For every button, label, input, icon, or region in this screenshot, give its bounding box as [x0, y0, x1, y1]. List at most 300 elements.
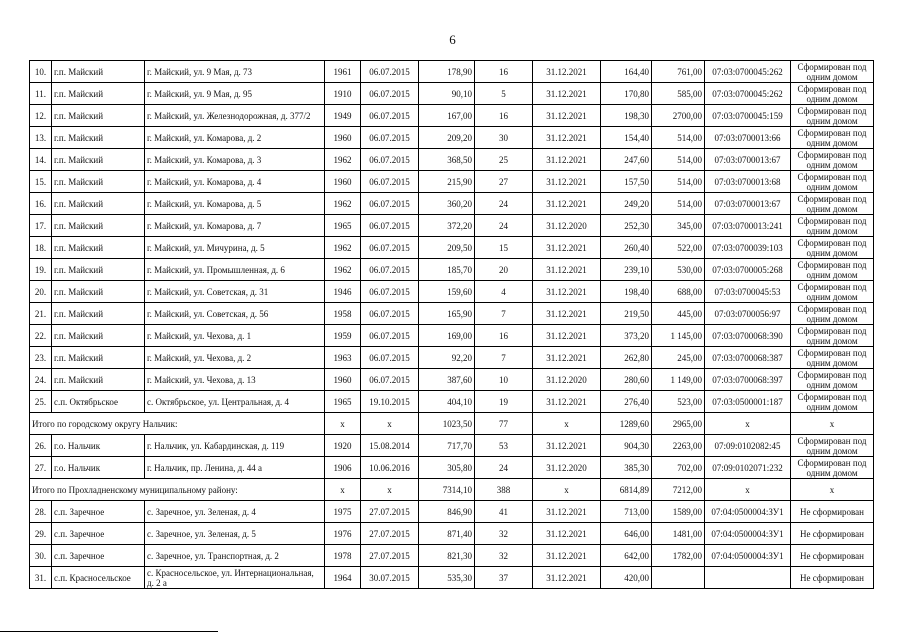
cell-residents: 16	[475, 105, 533, 127]
cell-residents: 24	[475, 457, 533, 479]
cell-land: 523,00	[652, 391, 705, 413]
subtotal-label: Итого по Прохладненскому муниципальному району:	[30, 479, 325, 501]
cell-cadastral: 07:03:0700068:387	[705, 347, 791, 369]
cell-area: 7314,10	[419, 479, 475, 501]
cell-date: 10.06.2016	[361, 457, 419, 479]
cell-cadastral: 07:03:0700045:53	[705, 281, 791, 303]
cell-year: 1910	[325, 83, 361, 105]
cell-date: 30.07.2015	[361, 567, 419, 589]
table-row	[30, 149, 874, 171]
cell-address: с. Октябрьское, ул. Центральная, д. 4	[145, 391, 325, 413]
cell-deadline: 31.12.2020	[533, 457, 601, 479]
cell-area: 185,70	[419, 259, 475, 281]
cell-address: г. Майский, ул. Железнодорожная, д. 377/2	[145, 105, 325, 127]
cell-n: 21.	[30, 303, 52, 325]
cell-address: г. Нальчик, ул. Кабардинская, д. 119	[145, 435, 325, 457]
cell-date: 15.08.2014	[361, 435, 419, 457]
cell-area: 167,00	[419, 105, 475, 127]
page-number: 6	[449, 32, 456, 47]
cell-deadline: 31.12.2021	[533, 171, 601, 193]
cell-land: 761,00	[652, 61, 705, 83]
cell-residents: 41	[475, 501, 533, 523]
cell-year: 1960	[325, 127, 361, 149]
cell-address: с. Заречное, ул. Транспортная, д. 2	[145, 545, 325, 567]
cell-date: 06.07.2015	[361, 259, 419, 281]
cell-year: 1958	[325, 303, 361, 325]
cell-area2: 260,40	[601, 237, 652, 259]
cell-area: 846,90	[419, 501, 475, 523]
cell-residents: 7	[475, 303, 533, 325]
table-row	[30, 325, 874, 347]
table-row	[30, 545, 874, 567]
cell-residents: 10	[475, 369, 533, 391]
cell-date: x	[361, 413, 419, 435]
cell-year: 1965	[325, 215, 361, 237]
cell-deadline: 31.12.2021	[533, 545, 601, 567]
cell-address: с. Заречное, ул. Зеленая, д. 4	[145, 501, 325, 523]
cell-n: 31.	[30, 567, 52, 589]
cell-cadastral: x	[705, 413, 791, 435]
cell-residents: 7	[475, 347, 533, 369]
cell-status: Сформирован под одним домом	[791, 215, 874, 237]
cell-date: 27.07.2015	[361, 523, 419, 545]
cell-year: 1975	[325, 501, 361, 523]
cell-area2: 247,60	[601, 149, 652, 171]
table-row	[30, 435, 874, 457]
cell-residents: 32	[475, 523, 533, 545]
cell-land: 445,00	[652, 303, 705, 325]
cell-cadastral: x	[705, 479, 791, 501]
cell-status: Сформирован под одним домом	[791, 61, 874, 83]
cell-area2: 646,00	[601, 523, 652, 545]
cell-date: 06.07.2015	[361, 149, 419, 171]
cell-area: 169,00	[419, 325, 475, 347]
cell-date: 27.07.2015	[361, 501, 419, 523]
cell-area: 387,60	[419, 369, 475, 391]
cell-area2: 198,30	[601, 105, 652, 127]
cell-land: 1 145,00	[652, 325, 705, 347]
cell-address: г. Майский, ул. Чехова, д. 2	[145, 347, 325, 369]
cell-residents: 77	[475, 413, 533, 435]
cell-deadline: 31.12.2020	[533, 369, 601, 391]
table-row	[30, 523, 874, 545]
cell-area: 404,10	[419, 391, 475, 413]
cell-status: Сформирован под одним домом	[791, 127, 874, 149]
cell-land: 7212,00	[652, 479, 705, 501]
cell-deadline: x	[533, 413, 601, 435]
cell-cadastral: 07:04:0500004:ЗУ1	[705, 523, 791, 545]
cell-n: 12.	[30, 105, 52, 127]
cell-cadastral: 07:03:0700013:66	[705, 127, 791, 149]
cell-settlement: г.п. Майский	[52, 61, 145, 83]
cell-cadastral: 07:03:0700068:397	[705, 369, 791, 391]
cell-area2: 6814,89	[601, 479, 652, 501]
cell-n: 28.	[30, 501, 52, 523]
cell-area: 159,60	[419, 281, 475, 303]
cell-status: Сформирован под одним домом	[791, 457, 874, 479]
cell-land	[652, 567, 705, 589]
cell-land: 245,00	[652, 347, 705, 369]
cell-area: 209,50	[419, 237, 475, 259]
cell-status: x	[791, 413, 874, 435]
cell-land: 1481,00	[652, 523, 705, 545]
cell-year: 1965	[325, 391, 361, 413]
table-row	[30, 501, 874, 523]
cell-status: Сформирован под одним домом	[791, 435, 874, 457]
cell-settlement: г.п. Майский	[52, 237, 145, 259]
cell-status: Сформирован под одним домом	[791, 347, 874, 369]
cell-land: 345,00	[652, 215, 705, 237]
cell-area: 1023,50	[419, 413, 475, 435]
cell-cadastral: 07:03:0700005:268	[705, 259, 791, 281]
cell-settlement: г.п. Майский	[52, 149, 145, 171]
cell-address: г. Майский, ул. 9 Мая, д. 73	[145, 61, 325, 83]
cell-year: 1962	[325, 193, 361, 215]
cell-cadastral: 07:03:0500001:187	[705, 391, 791, 413]
cell-deadline: x	[533, 479, 601, 501]
cell-settlement: г.п. Майский	[52, 83, 145, 105]
cell-year: 1962	[325, 149, 361, 171]
cell-area2: 1289,60	[601, 413, 652, 435]
cell-deadline: 31.12.2021	[533, 435, 601, 457]
cell-land: 514,00	[652, 193, 705, 215]
cell-residents: 32	[475, 545, 533, 567]
cell-n: 24.	[30, 369, 52, 391]
cell-residents: 53	[475, 435, 533, 457]
cell-residents: 16	[475, 61, 533, 83]
cell-deadline: 31.12.2021	[533, 149, 601, 171]
cell-land: 514,00	[652, 171, 705, 193]
cell-status: Сформирован под одним домом	[791, 325, 874, 347]
cell-address: с. Красносельское, ул. Интернациональная, д. 2 а	[145, 567, 325, 589]
cell-settlement: г.п. Майский	[52, 127, 145, 149]
cell-residents: 20	[475, 259, 533, 281]
table-row	[30, 457, 874, 479]
cell-year: 1946	[325, 281, 361, 303]
cell-date: 06.07.2015	[361, 171, 419, 193]
cell-date: 27.07.2015	[361, 545, 419, 567]
table-row	[30, 281, 874, 303]
subtotal-row	[30, 479, 874, 501]
cell-land: 2700,00	[652, 105, 705, 127]
cell-area2: 276,40	[601, 391, 652, 413]
cell-year: 1920	[325, 435, 361, 457]
cell-cadastral: 07:03:0700045:159	[705, 105, 791, 127]
cell-cadastral: 07:03:0700013:241	[705, 215, 791, 237]
cell-date: 06.07.2015	[361, 215, 419, 237]
cell-cadastral: 07:03:0700013:67	[705, 149, 791, 171]
table-row	[30, 193, 874, 215]
cell-area2: 904,30	[601, 435, 652, 457]
cell-area2: 262,80	[601, 347, 652, 369]
table-body	[30, 61, 874, 589]
cell-year: 1962	[325, 259, 361, 281]
cell-date: 06.07.2015	[361, 127, 419, 149]
cell-settlement: г.п. Майский	[52, 193, 145, 215]
cell-address: г. Майский, ул. Комарова, д. 5	[145, 193, 325, 215]
table-row	[30, 237, 874, 259]
cell-date: 06.07.2015	[361, 83, 419, 105]
cell-n: 14.	[30, 149, 52, 171]
table-row	[30, 567, 874, 589]
cell-year: 1906	[325, 457, 361, 479]
cell-deadline: 31.12.2021	[533, 567, 601, 589]
table-row	[30, 61, 874, 83]
cell-n: 13.	[30, 127, 52, 149]
cell-deadline: 31.12.2021	[533, 391, 601, 413]
cell-address: г. Майский, ул. Комарова, д. 7	[145, 215, 325, 237]
cell-year: 1949	[325, 105, 361, 127]
cell-n: 20.	[30, 281, 52, 303]
cell-area: 178,90	[419, 61, 475, 83]
cell-date: 06.07.2015	[361, 369, 419, 391]
cell-year: 1976	[325, 523, 361, 545]
cell-address: с. Заречное, ул. Зеленая, д. 5	[145, 523, 325, 545]
cell-deadline: 31.12.2021	[533, 523, 601, 545]
cell-deadline: 31.12.2021	[533, 61, 601, 83]
cell-area: 165,90	[419, 303, 475, 325]
cell-residents: 388	[475, 479, 533, 501]
cell-year: 1963	[325, 347, 361, 369]
cell-area2: 249,20	[601, 193, 652, 215]
cell-area2: 420,00	[601, 567, 652, 589]
cell-deadline: 31.12.2021	[533, 259, 601, 281]
cell-settlement: г.п. Майский	[52, 347, 145, 369]
cell-area: 821,30	[419, 545, 475, 567]
cell-settlement: г.п. Майский	[52, 281, 145, 303]
cell-deadline: 31.12.2021	[533, 347, 601, 369]
cell-status: Сформирован под одним домом	[791, 193, 874, 215]
cell-residents: 19	[475, 391, 533, 413]
cell-residents: 16	[475, 325, 533, 347]
cell-status: Сформирован под одним домом	[791, 237, 874, 259]
cell-area2: 164,40	[601, 61, 652, 83]
table-row	[30, 215, 874, 237]
cell-cadastral: 07:09:0102082:45	[705, 435, 791, 457]
cell-cadastral	[705, 567, 791, 589]
cell-settlement: г.п. Майский	[52, 171, 145, 193]
cell-cadastral: 07:03:0700068:390	[705, 325, 791, 347]
cell-residents: 24	[475, 215, 533, 237]
cell-status: Не сформирован	[791, 523, 874, 545]
cell-date: x	[361, 479, 419, 501]
cell-settlement: г.п. Майский	[52, 325, 145, 347]
cell-residents: 15	[475, 237, 533, 259]
cell-area2: 154,40	[601, 127, 652, 149]
table-row	[30, 83, 874, 105]
housing-register-table	[29, 60, 874, 589]
cell-cadastral: 07:04:0500004:ЗУ1	[705, 501, 791, 523]
cell-address: г. Майский, ул. Комарова, д. 2	[145, 127, 325, 149]
cell-residents: 4	[475, 281, 533, 303]
cell-address: г. Майский, ул. Чехова, д. 13	[145, 369, 325, 391]
cell-land: 514,00	[652, 127, 705, 149]
cell-n: 18.	[30, 237, 52, 259]
cell-deadline: 31.12.2021	[533, 127, 601, 149]
cell-date: 06.07.2015	[361, 193, 419, 215]
cell-cadastral: 07:09:0102071:232	[705, 457, 791, 479]
cell-area2: 252,30	[601, 215, 652, 237]
cell-deadline: 31.12.2020	[533, 215, 601, 237]
cell-area: 871,40	[419, 523, 475, 545]
cell-settlement: г.п. Майский	[52, 303, 145, 325]
cell-area2: 385,30	[601, 457, 652, 479]
cell-land: 688,00	[652, 281, 705, 303]
cell-area: 90,10	[419, 83, 475, 105]
cell-area: 360,20	[419, 193, 475, 215]
cell-address: г. Майский, ул. Чехова, д. 1	[145, 325, 325, 347]
cell-area2: 219,50	[601, 303, 652, 325]
cell-address: г. Нальчик, пр. Ленина, д. 44 а	[145, 457, 325, 479]
cell-status: Не сформирован	[791, 545, 874, 567]
cell-area: 535,30	[419, 567, 475, 589]
cell-settlement: г.п. Майский	[52, 215, 145, 237]
cell-land: 2965,00	[652, 413, 705, 435]
table-row	[30, 127, 874, 149]
cell-area2: 713,00	[601, 501, 652, 523]
cell-address: г. Майский, ул. 9 Мая, д. 95	[145, 83, 325, 105]
cell-address: г. Майский, ул. Комарова, д. 3	[145, 149, 325, 171]
cell-status: Сформирован под одним домом	[791, 149, 874, 171]
cell-address: г. Майский, ул. Комарова, д. 4	[145, 171, 325, 193]
cell-status: Сформирован под одним домом	[791, 171, 874, 193]
footnote-divider	[0, 631, 218, 632]
cell-land: 530,00	[652, 259, 705, 281]
cell-year: 1962	[325, 237, 361, 259]
cell-date: 06.07.2015	[361, 237, 419, 259]
cell-settlement: г.о. Нальчик	[52, 457, 145, 479]
table-row	[30, 391, 874, 413]
cell-year: x	[325, 479, 361, 501]
cell-settlement: г.п. Майский	[52, 369, 145, 391]
table-row	[30, 303, 874, 325]
cell-land: 522,00	[652, 237, 705, 259]
cell-year: 1978	[325, 545, 361, 567]
cell-residents: 25	[475, 149, 533, 171]
cell-date: 06.07.2015	[361, 61, 419, 83]
cell-settlement: с.п. Заречное	[52, 501, 145, 523]
cell-area: 215,90	[419, 171, 475, 193]
cell-cadastral: 07:03:0700039:103	[705, 237, 791, 259]
cell-status: Сформирован под одним домом	[791, 391, 874, 413]
cell-address: г. Майский, ул. Мичурина, д. 5	[145, 237, 325, 259]
cell-land: 1 149,00	[652, 369, 705, 391]
cell-land: 1589,00	[652, 501, 705, 523]
cell-area: 372,20	[419, 215, 475, 237]
cell-date: 06.07.2015	[361, 281, 419, 303]
cell-n: 15.	[30, 171, 52, 193]
cell-deadline: 31.12.2021	[533, 281, 601, 303]
cell-status: Сформирован под одним домом	[791, 105, 874, 127]
cell-deadline: 31.12.2021	[533, 83, 601, 105]
cell-year: 1960	[325, 369, 361, 391]
cell-date: 06.07.2015	[361, 347, 419, 369]
cell-n: 22.	[30, 325, 52, 347]
cell-n: 17.	[30, 215, 52, 237]
cell-land: 2263,00	[652, 435, 705, 457]
cell-n: 30.	[30, 545, 52, 567]
cell-land: 1782,00	[652, 545, 705, 567]
cell-area: 717,70	[419, 435, 475, 457]
cell-area2: 170,80	[601, 83, 652, 105]
cell-area: 305,80	[419, 457, 475, 479]
cell-status: Сформирован под одним домом	[791, 83, 874, 105]
cell-n: 25.	[30, 391, 52, 413]
cell-deadline: 31.12.2021	[533, 237, 601, 259]
cell-deadline: 31.12.2021	[533, 501, 601, 523]
cell-area2: 157,50	[601, 171, 652, 193]
cell-residents: 24	[475, 193, 533, 215]
cell-residents: 37	[475, 567, 533, 589]
cell-date: 06.07.2015	[361, 303, 419, 325]
cell-land: 585,00	[652, 83, 705, 105]
cell-status: Не сформирован	[791, 501, 874, 523]
cell-n: 16.	[30, 193, 52, 215]
cell-cadastral: 07:03:0700045:262	[705, 83, 791, 105]
cell-settlement: г.о. Нальчик	[52, 435, 145, 457]
cell-area2: 373,20	[601, 325, 652, 347]
table-row	[30, 369, 874, 391]
cell-deadline: 31.12.2021	[533, 303, 601, 325]
cell-year: 1964	[325, 567, 361, 589]
cell-n: 23.	[30, 347, 52, 369]
subtotal-label: Итого по городскому округу Нальчик:	[30, 413, 325, 435]
cell-n: 11.	[30, 83, 52, 105]
cell-cadastral: 07:04:0500004:ЗУ1	[705, 545, 791, 567]
cell-area2: 280,60	[601, 369, 652, 391]
cell-year: 1960	[325, 171, 361, 193]
cell-settlement: с.п. Октябрьское	[52, 391, 145, 413]
subtotal-row	[30, 413, 874, 435]
cell-cadastral: 07:03:0700013:68	[705, 171, 791, 193]
cell-area2: 198,40	[601, 281, 652, 303]
cell-area2: 642,00	[601, 545, 652, 567]
cell-n: 29.	[30, 523, 52, 545]
cell-date: 06.07.2015	[361, 105, 419, 127]
cell-status: Сформирован под одним домом	[791, 259, 874, 281]
cell-area: 209,20	[419, 127, 475, 149]
cell-address: г. Майский, ул. Советская, д. 31	[145, 281, 325, 303]
cell-status: Сформирован под одним домом	[791, 281, 874, 303]
cell-area2: 239,10	[601, 259, 652, 281]
cell-status: x	[791, 479, 874, 501]
cell-date: 06.07.2015	[361, 325, 419, 347]
cell-status: Сформирован под одним домом	[791, 303, 874, 325]
table-row	[30, 259, 874, 281]
cell-area: 368,50	[419, 149, 475, 171]
cell-year: 1961	[325, 61, 361, 83]
cell-deadline: 31.12.2021	[533, 325, 601, 347]
cell-year: x	[325, 413, 361, 435]
cell-address: г. Майский, ул. Промышленная, д. 6	[145, 259, 325, 281]
cell-status: Не сформирован	[791, 567, 874, 589]
cell-deadline: 31.12.2021	[533, 105, 601, 127]
cell-residents: 27	[475, 171, 533, 193]
cell-residents: 5	[475, 83, 533, 105]
cell-year: 1959	[325, 325, 361, 347]
cell-n: 27.	[30, 457, 52, 479]
cell-date: 19.10.2015	[361, 391, 419, 413]
cell-n: 26.	[30, 435, 52, 457]
cell-area: 92,20	[419, 347, 475, 369]
cell-settlement: с.п. Красносельское	[52, 567, 145, 589]
cell-deadline: 31.12.2021	[533, 193, 601, 215]
cell-n: 19.	[30, 259, 52, 281]
cell-settlement: с.п. Заречное	[52, 545, 145, 567]
cell-n: 10.	[30, 61, 52, 83]
cell-cadastral: 07:03:0700056:97	[705, 303, 791, 325]
cell-settlement: с.п. Заречное	[52, 523, 145, 545]
